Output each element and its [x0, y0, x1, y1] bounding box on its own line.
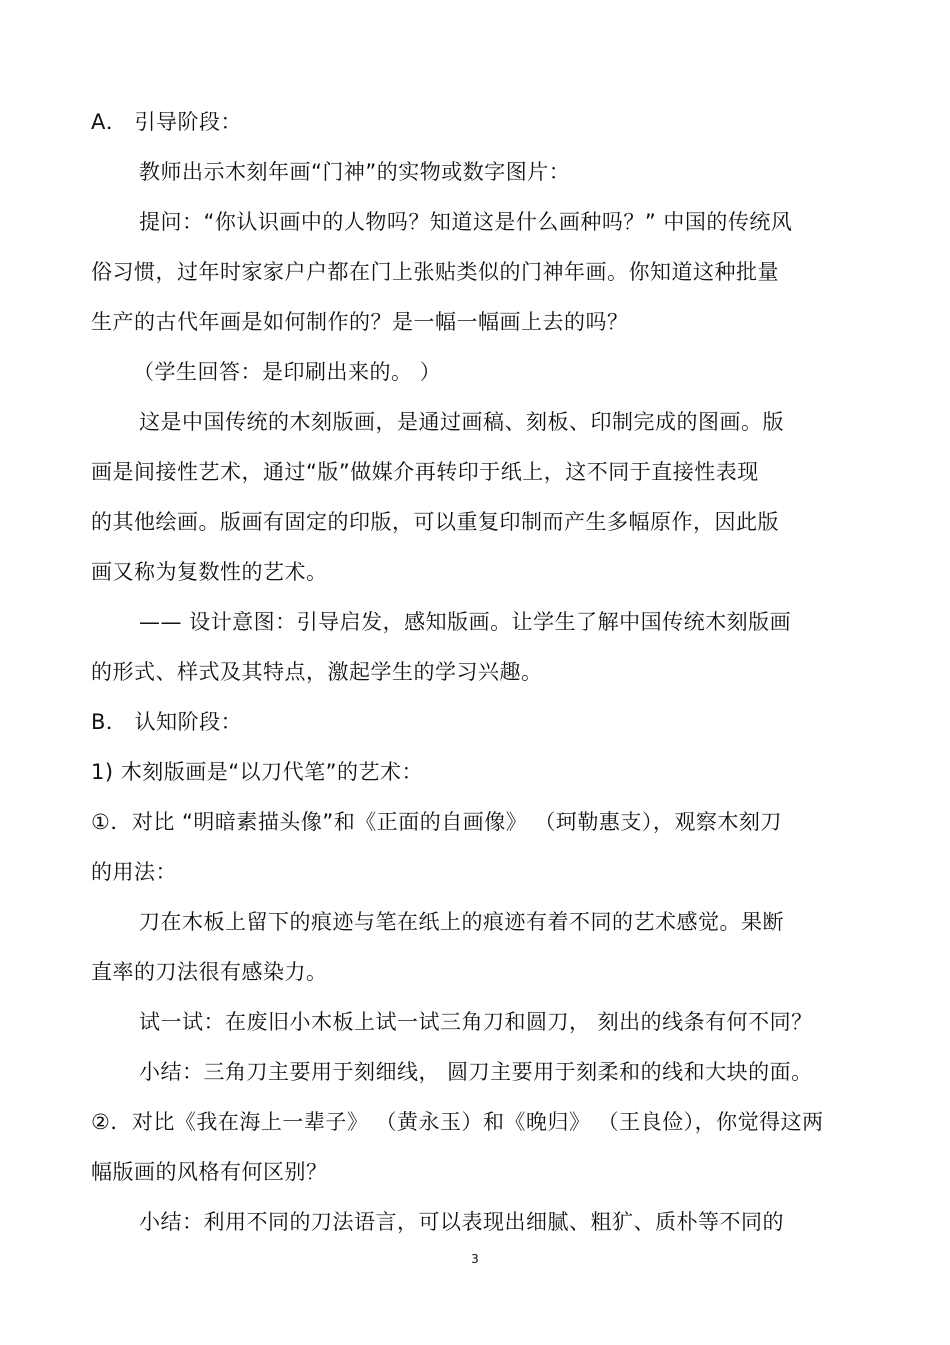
paragraph-line: 小结：利用不同的刀法语言，可以表现出细腻、粗犷、质朴等不同的: [139, 1210, 784, 1234]
paragraph-line: ①．对比 “明暗素描头像”和《正面的自画像》 （珂勒惠支），观察木刻刀: [91, 810, 782, 834]
paragraph-line: 试一试：在废旧小木板上试一试三角刀和圆刀， 刻出的线条有何不同？: [139, 1010, 813, 1034]
paragraph-line: 刀在木板上留下的痕迹与笔在纸上的痕迹有着不同的艺术感觉。果断: [139, 910, 784, 934]
paragraph-line: ②．对比《我在海上一辈子》 （黄永玉）和《晚归》 （王良俭），你觉得这两: [91, 1110, 824, 1134]
paragraph-line: （学生回答：是印刷出来的。 ）: [133, 360, 442, 384]
paragraph-line: 幅版画的风格有何区别？: [91, 1160, 328, 1184]
list-item-heading: 1) 木刻版画是“以刀代笔”的艺术：: [91, 760, 423, 784]
paragraph-line: 直率的刀法很有感染力。: [91, 960, 328, 984]
paragraph-line: 画是间接性艺术，通过“版”做媒介再转印于纸上，这不同于直接性表现: [91, 460, 759, 484]
heading-a-guide-stage: A． 引导阶段：: [91, 110, 243, 134]
paragraph-line: 的其他绘画。版画有固定的印版，可以重复印制而产生多幅原作，因此版: [91, 510, 779, 534]
paragraph-line: 教师出示木刻年画“门神”的实物或数字图片：: [139, 160, 571, 184]
paragraph-line: 这是中国传统的木刻版画，是通过画稿、刻板、印制完成的图画。版: [139, 410, 784, 434]
paragraph-line: 生产的古代年画是如何制作的？是一幅一幅画上去的吗？: [91, 310, 629, 334]
paragraph-line: 小结：三角刀主要用于刻细线， 圆刀主要用于刻柔和的线和大块的面。: [139, 1060, 813, 1084]
paragraph-line: 的用法：: [91, 860, 177, 884]
heading-b-cognition-stage: B． 认知阶段：: [91, 710, 243, 734]
paragraph-line: —— 设计意图：引导启发，感知版画。让学生了解中国传统木刻版画: [139, 610, 792, 634]
paragraph-line: 俗习惯，过年时家家户户都在门上张贴类似的门神年画。你知道这种批量: [91, 260, 779, 284]
paragraph-line: 提问：“你认识画中的人物吗？知道这是什么画种吗？” 中国的传统风: [139, 210, 793, 234]
page-number: 3: [471, 1252, 479, 1266]
paragraph-line: 画又称为复数性的艺术。: [91, 560, 328, 584]
paragraph-line: 的形式、样式及其特点，激起学生的学习兴趣。: [91, 660, 543, 684]
